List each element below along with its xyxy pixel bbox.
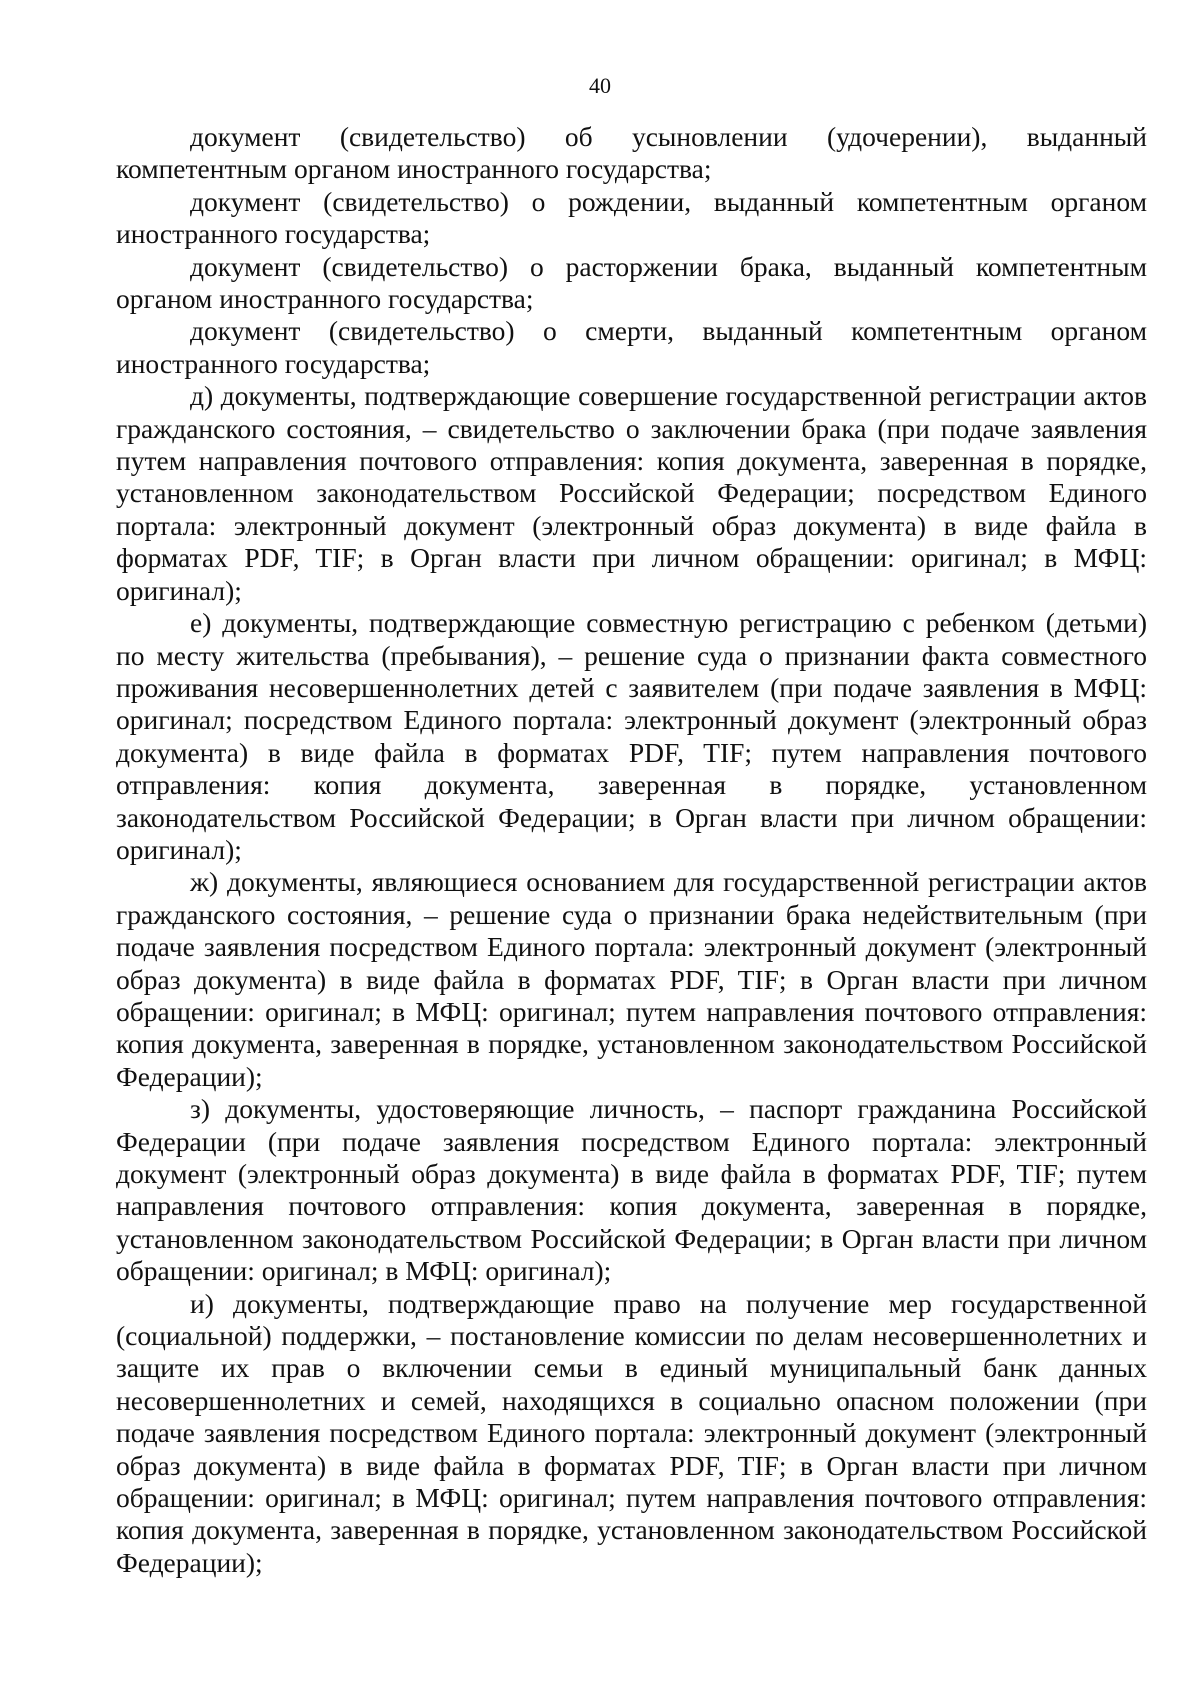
paragraph-item-d: д) документы, подтверждающие совершение государственной регистрации актов гражданского состояния, – свидетельство о заключении брака (при подаче заявления путем направления почтового отправления: копия документа, заверенная в порядке, установленном законодательством Российской Федерации; посредством Единого портала: электронный документ (электронный образ документа) в виде файла в форматах PDF, TIF; в Орган власти при личном обращении: оригинал; в МФЦ: оригинал); <box>116 380 1147 606</box>
paragraph-adoption-certificate: документ (свидетельство) об усыновлении (удочерении), выданный компетентным органом иностранного государства; <box>116 121 1147 185</box>
document-body <box>116 121 1147 1579</box>
paragraph-item-e: е) документы, подтверждающие совместную регистрацию с ребенком (детьми) по месту жительства (пребывания), – решение суда о признании факта совместного проживания несовершеннолетних детей с заявителем (при подаче заявления в МФЦ: оригинал; посредством Единого портала: электронный документ (электронный образ документа) в виде файла в форматах PDF, TIF; путем направления почтового отправления: копия документа, заверенная в порядке, установленном законодательством Российской Федерации; в Орган власти при личном обращении: оригинал); <box>116 607 1147 865</box>
paragraph-death-certificate: документ (свидетельство) о смерти, выданный компетентным органом иностранного государства; <box>116 315 1147 379</box>
paragraph-item-z: з) документы, удостоверяющие личность, – паспорт гражданина Российской Федерации (при подаче заявления посредством Единого портала: электронный документ (электронный образ документа) в виде файла в форматах PDF, TIF; путем направления почтового отправления: копия документа, заверенная в порядке, установленном законодательством Российской Федерации; в Орган власти при личном обращении: оригинал; в МФЦ: оригинал); <box>116 1093 1147 1287</box>
page-number: 40 <box>589 73 611 98</box>
paragraph-item-zh: ж) документы, являющиеся основанием для государственной регистрации актов гражданского состояния, – решение суда о признании брака недействительным (при подаче заявления посредством Единого портала: электронный документ (электронный образ документа) в виде файла в форматах PDF, TIF; в Орган власти при личном обращении: оригинал; в МФЦ: оригинал; путем направления почтового отправления: копия документа, заверенная в порядке, установленном законодательством Российской Федерации); <box>116 866 1147 1092</box>
paragraph-birth-certificate: документ (свидетельство) о рождении, выданный компетентным органом иностранного государства; <box>116 185 1147 250</box>
paragraph-divorce-certificate: документ (свидетельство) о расторжении брака, выданный компетентным органом иностранного государства; <box>116 250 1147 315</box>
paragraph-item-i: и) документы, подтверждающие право на получение мер государственной (социальной) поддержки, – постановление комиссии по делам несовершеннолетних и защите их прав о включении семьи в единый муниципальный банк данных несовершеннолетних и семей, находящихся в социально опасном положении (при подаче заявления посредством Единого портала: электронный документ (электронный образ документа) в виде файла в форматах PDF, TIF; в Орган власти при личном обращении: оригинал; в МФЦ: оригинал; путем направления почтового отправления: копия документа, заверенная в порядке, установленном законодательством Российской Федерации); <box>116 1287 1147 1578</box>
